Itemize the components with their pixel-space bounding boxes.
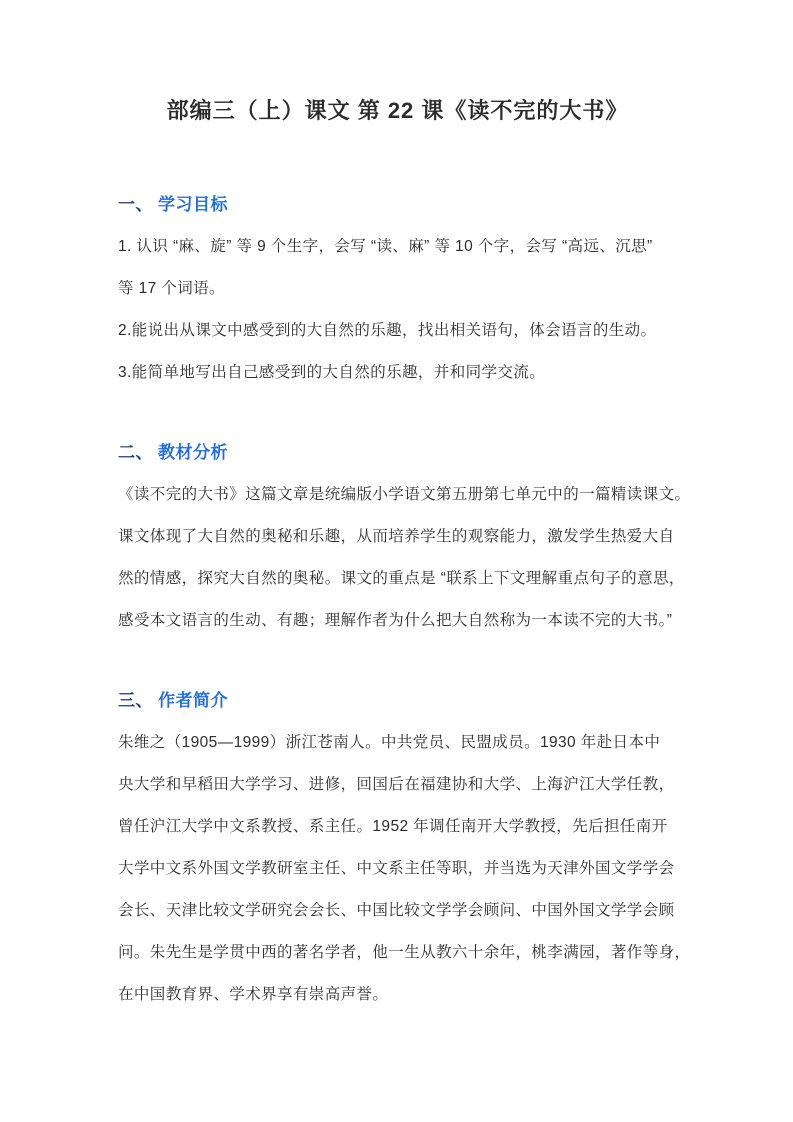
section-title: 学习目标 [158,195,228,214]
text-line: 央大学和早稻田大学学习、进修，回国后在福建协和大学、上海沪江大学任教， [118,776,675,793]
section-title: 教材分析 [158,443,228,462]
section-title: 作者简介 [158,691,228,710]
section-body [118,722,691,1016]
text-line: 在中国教育界、学术界享有崇高声誉。 [118,986,389,1003]
section-textbook-analysis [118,440,691,642]
text-line: 会长、天津比较文学研究会会长、中国比较文学学会顾问、中国外国文学学会顾 [118,902,675,919]
section-heading-learning-goals [118,192,677,218]
section-learning-goals [118,192,677,394]
text-line: 朱维之（1905—1999）浙江苍南人。中共党员、民盟成员。1930 年赴日本中 [118,734,661,751]
section-heading-author-intro [118,688,677,714]
text-line: 然的情感，探究大自然的奥秘。课文的重点是 “联系上下文理解重点句子的意思， [118,570,685,587]
section-author-intro [118,688,691,1016]
section-number: 三、 [118,691,153,710]
text-line: 3.能简单地写出自己感受到的大自然的乐趣，并和同学交流。 [118,364,546,381]
text-line: 等 17 个词语。 [118,280,225,297]
text-line: 感受本文语言的生动、有趣；理解作者为什么把大自然称为一本读不完的大书。” [118,612,673,629]
section-number: 一、 [118,195,153,214]
text-line: 曾任沪江大学中文系教授、系主任。1952 年调任南开大学教授，先后担任南开 [118,818,668,835]
text-line: 问。朱先生是学贯中西的著名学者，他一生从教六十余年，桃李满园，著作等身， [118,944,691,961]
document-title: 部编三（上）课文 第 22 课《读不完的大书》 [166,98,629,123]
text-line: 《读不完的大书》这篇文章是统编版小学语文第五册第七单元中的一篇精读课文。 [118,486,691,503]
text-line: 大学中文系外国文学教研室主任、中文系主任等职，并当选为天津外国文学学会 [118,860,675,877]
section-number: 二、 [118,443,153,462]
section-heading-textbook-analysis [118,440,677,466]
text-line: 1. 认识 “麻、旋” 等 9 个生字，会写 “读、麻” 等 10 个字，会写 “高远、沉思” [118,238,653,255]
section-body [118,474,691,642]
text-line: 课文体现了大自然的奥秘和乐趣，从而培养学生的观察能力，激发学生热爱大自 [118,528,675,545]
text-line: 2.能说出从课文中感受到的大自然的乐趣，找出相关语句，体会语言的生动。 [118,322,657,339]
section-body [118,226,677,394]
